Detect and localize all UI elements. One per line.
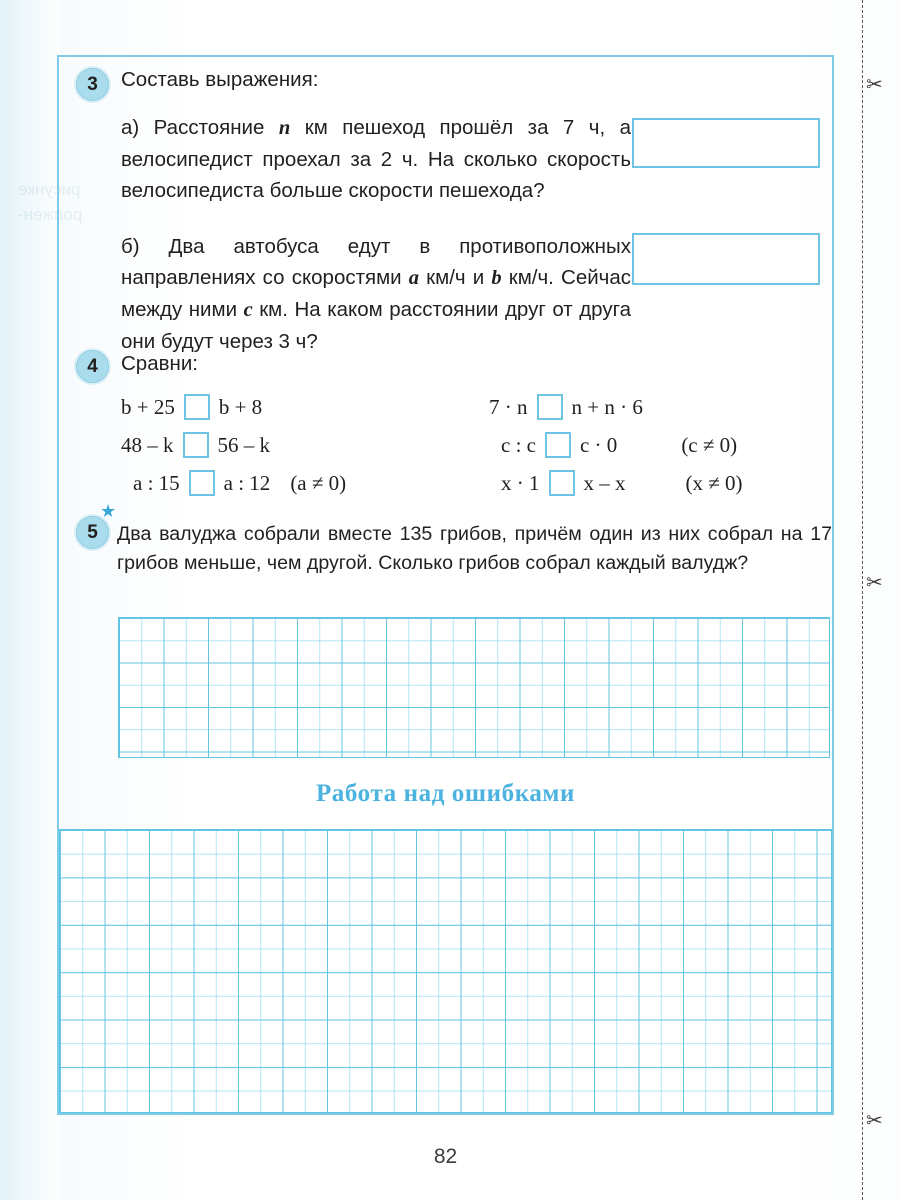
page-number: 82: [433, 1145, 458, 1168]
comparison-right-term: b + 8: [218, 394, 263, 419]
variable-a: a: [408, 267, 420, 289]
scan-edge-shadow: [0, 0, 60, 1200]
comparison-sign-box[interactable]: [545, 432, 571, 458]
task-3-part-a-text1: Расстояние: [139, 116, 279, 139]
comparison-left-term: 48 – k: [121, 432, 174, 457]
answer-box-3b[interactable]: [632, 233, 820, 285]
comparison-sign-box[interactable]: [183, 432, 209, 458]
comparison-sign-box[interactable]: [189, 470, 215, 496]
comparison-condition: (x ≠ 0): [685, 470, 743, 495]
comparison-sign-box[interactable]: [537, 394, 563, 420]
comparison-row: [133, 466, 346, 500]
comparison-row: [501, 428, 737, 462]
task-3-part-b-text4: км. На каком расстоянии друг от друга они будут через 3 ч?: [121, 298, 632, 353]
comparison-sign-box[interactable]: [184, 394, 210, 420]
comparison-right-term: n + n · 6: [571, 394, 643, 419]
comparison-left-term: c : c: [501, 432, 536, 457]
variable-c: c: [243, 299, 253, 321]
comparison-left-term: 7 · n: [489, 394, 528, 419]
scissors-icon: ✂: [866, 1110, 883, 1132]
task-3-heading: Составь выражения:: [121, 68, 319, 91]
comparison-left-term: b + 25: [121, 394, 175, 419]
task-3-part-b-text3: км/ч. Сейчас между ними: [121, 266, 631, 321]
comparison-right-term: a : 12: [223, 470, 271, 495]
comparison-condition: (c ≠ 0): [681, 432, 738, 457]
star-icon: ★: [100, 501, 117, 521]
variable-b: b: [491, 267, 502, 289]
task-number-badge-5: 5: [76, 516, 109, 549]
error-work-grid[interactable]: [59, 829, 832, 1113]
comparison-row: [121, 390, 262, 424]
variable-n: n: [278, 117, 291, 139]
comparison-row: [501, 466, 743, 500]
comparison-right-term: x – x: [583, 470, 626, 495]
section-heading-error-work: Работа над ошибками: [315, 780, 576, 807]
comparison-sign-box[interactable]: [549, 470, 575, 496]
comparison-left-term: a : 15: [133, 470, 180, 495]
comparison-condition: (a ≠ 0): [290, 470, 347, 495]
task-number-badge-4: 4: [76, 350, 109, 383]
task-3-part-a-text2: км пешеход прошёл за 7 ч, а велосипедист проехал за 2 ч. На сколько скорость велосипедиста больше скорости пешехода?: [121, 116, 632, 202]
task-3-part-b: [121, 231, 631, 357]
task-5-answer-grid[interactable]: [118, 617, 830, 758]
answer-box-3a[interactable]: [632, 118, 820, 168]
task-number-badge-3: 3: [76, 68, 109, 101]
task-5-text: Два валуджа собрали вместе 135 грибов, причём один из них собрал на 17 грибов меньше, чем другой. Сколько грибов собрал каждый валудж?: [117, 523, 832, 574]
task-3-part-b-label: б): [121, 235, 140, 258]
comparison-right-term: 56 – k: [217, 432, 270, 457]
task-3-part-b-text2: км/ч и: [419, 266, 492, 289]
task-3-part-b-text1: Два автобуса едут в противоположных направлениях со скоростями: [121, 235, 631, 289]
comparison-right-term: c · 0: [579, 432, 618, 457]
scissors-icon: ✂: [866, 74, 883, 96]
comparison-left-term: x · 1: [501, 470, 540, 495]
task-3-part-a-label: а): [121, 116, 140, 139]
task-4-heading: Сравни:: [121, 352, 198, 375]
task-3-part-a: [121, 112, 631, 206]
comparison-row: [489, 390, 643, 424]
cut-line: [862, 0, 863, 1200]
comparison-row: [121, 428, 270, 462]
scissors-icon: ✂: [866, 572, 883, 594]
